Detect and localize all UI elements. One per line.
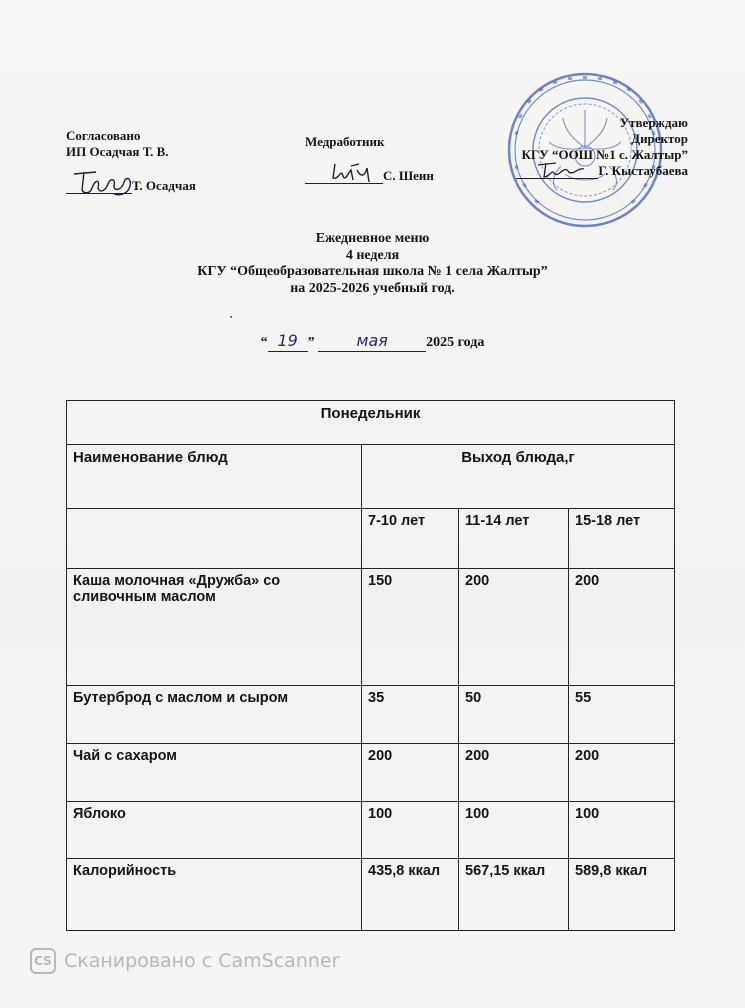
- yield-11-14-cell: 200: [459, 744, 569, 802]
- ink-dot: [230, 316, 232, 318]
- approve-signature-line: [480, 163, 688, 179]
- table-row: [67, 802, 675, 859]
- signature-underline: [66, 178, 132, 194]
- yield-11-14-cell: 100: [459, 802, 569, 859]
- agreed-signature-line: [66, 178, 196, 194]
- title-line-1: Ежедневное меню: [315, 231, 430, 246]
- camscanner-logo-icon: CS: [30, 948, 56, 974]
- yield-15-18-cell: 55: [569, 686, 675, 744]
- yield-7-10-cell: 150: [362, 569, 459, 686]
- table-row-calories: [67, 859, 675, 931]
- dish-name-cell: Каша молочная «Дружба» со сливочным маслом: [67, 569, 362, 686]
- agreed-signature-name: Т. Осадчая: [132, 178, 196, 193]
- table-row: [67, 744, 675, 802]
- medic-signature-name: С. Шеин: [383, 168, 434, 183]
- agreed-org: ИП Осадчая Т. В.: [66, 144, 169, 159]
- medic-label: Медработник: [305, 134, 385, 149]
- date-day: 19: [277, 331, 298, 350]
- calories-15-18-cell: 589,8 ккал: [569, 859, 675, 931]
- day-name-cell: Понедельник: [67, 401, 675, 445]
- approve-signature-name: Г. Кыстаубаева: [598, 163, 688, 178]
- date-year: 2025 года: [426, 335, 485, 350]
- date-month-field: [318, 331, 426, 352]
- age-7-10-header: 7-10 лет: [362, 509, 459, 569]
- document-title-block: [0, 231, 745, 297]
- camscanner-watermark: [30, 948, 339, 974]
- signature-underline: [516, 163, 598, 179]
- table-row: [67, 569, 675, 686]
- title-line-4: на 2025-2026 учебный год.: [290, 280, 455, 296]
- calories-11-14-cell: 567,15 ккал: [459, 859, 569, 931]
- dish-name-cell: Бутерброд с маслом и сыром: [67, 686, 362, 744]
- menu-table: [66, 400, 675, 931]
- empty-cell: [67, 509, 362, 569]
- yield-7-10-cell: 200: [362, 744, 459, 802]
- table-row-header: [67, 445, 675, 509]
- column-header-dish: Наименование блюд: [67, 445, 362, 509]
- calories-7-10-cell: 435,8 ккал: [362, 859, 459, 931]
- yield-15-18-cell: 200: [569, 744, 675, 802]
- yield-11-14-cell: 200: [459, 569, 569, 686]
- column-header-yield: Выход блюда,г: [362, 445, 675, 509]
- yield-15-18-cell: 100: [569, 802, 675, 859]
- agreed-label: Согласовано: [66, 128, 141, 143]
- title-line-2: 4 неделя: [345, 247, 400, 263]
- medic-block: [305, 134, 434, 184]
- approve-position: Директор: [631, 131, 688, 146]
- table-row: [67, 686, 675, 744]
- medic-signature-line: [305, 168, 434, 184]
- dish-name-cell: Яблоко: [67, 802, 362, 859]
- table-row-ages: [67, 509, 675, 569]
- handwritten-signature-icon: [534, 157, 594, 181]
- yield-15-18-cell: 200: [569, 569, 675, 686]
- date-open-quote: “: [260, 335, 268, 350]
- approve-block: [480, 115, 688, 179]
- handwritten-signature-icon: [329, 158, 379, 186]
- calories-label-cell: Калорийность: [67, 859, 362, 931]
- age-11-14-header: 11-14 лет: [459, 509, 569, 569]
- date-month: мая: [356, 331, 388, 350]
- title-line-3: КГУ “Общеобразовательная школа № 1 села Жалтыр”: [197, 264, 548, 279]
- yield-7-10-cell: 35: [362, 686, 459, 744]
- yield-7-10-cell: 100: [362, 802, 459, 859]
- agreed-block: [66, 128, 196, 194]
- date-line: [0, 331, 745, 352]
- approve-label: Утверждаю: [619, 115, 688, 130]
- approve-org: КГУ “ООШ №1 с. Жалтыр”: [521, 147, 688, 162]
- age-15-18-header: 15-18 лет: [569, 509, 675, 569]
- dish-name-cell: Чай с сахаром: [67, 744, 362, 802]
- date-day-field: [268, 331, 308, 352]
- date-close-quote: ”: [307, 335, 315, 350]
- handwritten-signature-icon: [70, 168, 140, 198]
- signature-underline: [305, 168, 383, 184]
- table-row-day: [67, 401, 675, 445]
- yield-11-14-cell: 50: [459, 686, 569, 744]
- watermark-text: Сканировано с CamScanner: [64, 950, 340, 972]
